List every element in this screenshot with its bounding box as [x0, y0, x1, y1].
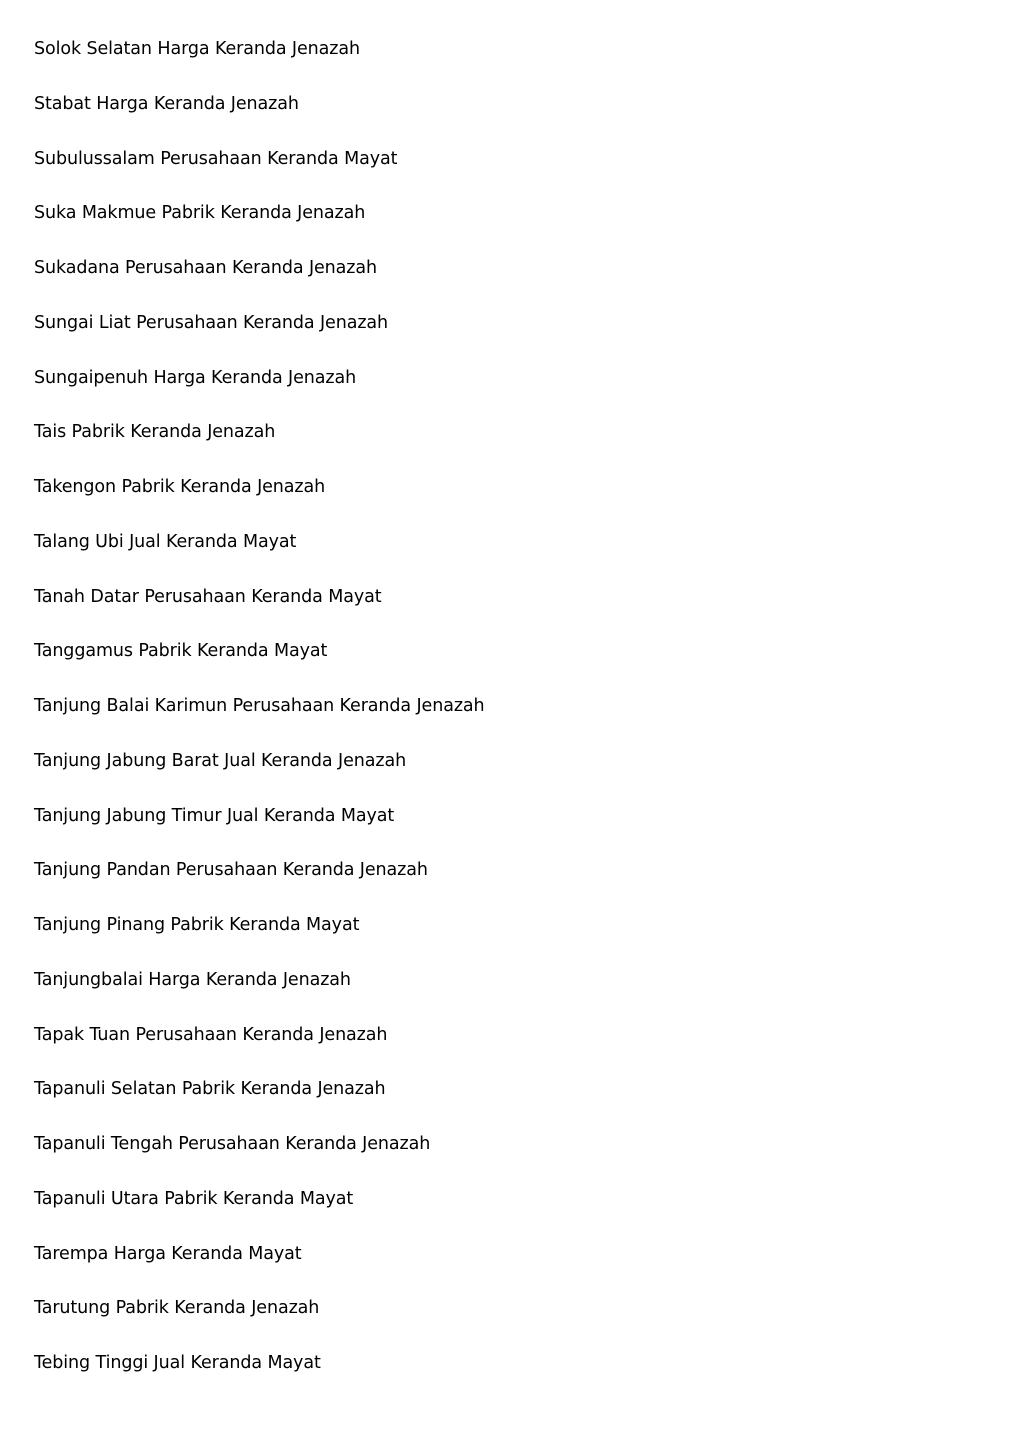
text-line: Tanjung Pinang Pabrik Keranda Mayat: [34, 915, 360, 935]
text-line: Tapanuli Selatan Pabrik Keranda Jenazah: [34, 1079, 386, 1100]
text-line: Suka Makmue Pabrik Keranda Jenazah: [34, 203, 366, 224]
text-line: Talang Ubi Jual Keranda Mayat: [34, 531, 297, 552]
document-body: [34, 36, 994, 1405]
text-line: Tanjung Jabung Barat Jual Keranda Jenazah: [34, 750, 407, 771]
text-line: Solok Selatan Harga Keranda Jenazah: [34, 39, 360, 59]
text-line: Tanjung Jabung Timur Jual Keranda Mayat: [34, 805, 395, 826]
text-line: Tanjungbalai Harga Keranda Jenazah: [34, 969, 351, 990]
text-line: Sukadana Perusahaan Keranda Jenazah: [34, 258, 377, 278]
text-line: Tarutung Pabrik Keranda Jenazah: [34, 1298, 320, 1319]
text-line: Sungaipenuh Harga Keranda Jenazah: [34, 367, 357, 388]
text-line: Tapanuli Utara Pabrik Keranda Mayat: [34, 1188, 354, 1209]
text-line: Tanjung Balai Karimun Perusahaan Keranda Jenazah: [34, 696, 485, 716]
text-line: Tanah Datar Perusahaan Keranda Mayat: [34, 586, 382, 607]
text-line: Stabat Harga Keranda Jenazah: [34, 93, 299, 114]
text-line: Tebing Tinggi Jual Keranda Mayat: [34, 1353, 321, 1373]
text-line: Sungai Liat Perusahaan Keranda Jenazah: [34, 312, 389, 333]
text-line: Subulussalam Perusahaan Keranda Mayat: [34, 148, 398, 169]
text-line: Tanjung Pandan Perusahaan Keranda Jenazah: [34, 860, 428, 881]
text-line: Tapak Tuan Perusahaan Keranda Jenazah: [34, 1024, 388, 1045]
text-line: Tais Pabrik Keranda Jenazah: [34, 422, 276, 443]
text-line: Tapanuli Tengah Perusahaan Keranda Jenazah: [34, 1134, 431, 1154]
text-line: Takengon Pabrik Keranda Jenazah: [34, 477, 326, 497]
text-line: Tanggamus Pabrik Keranda Mayat: [34, 641, 328, 662]
text-line: Tarempa Harga Keranda Mayat: [34, 1243, 302, 1264]
